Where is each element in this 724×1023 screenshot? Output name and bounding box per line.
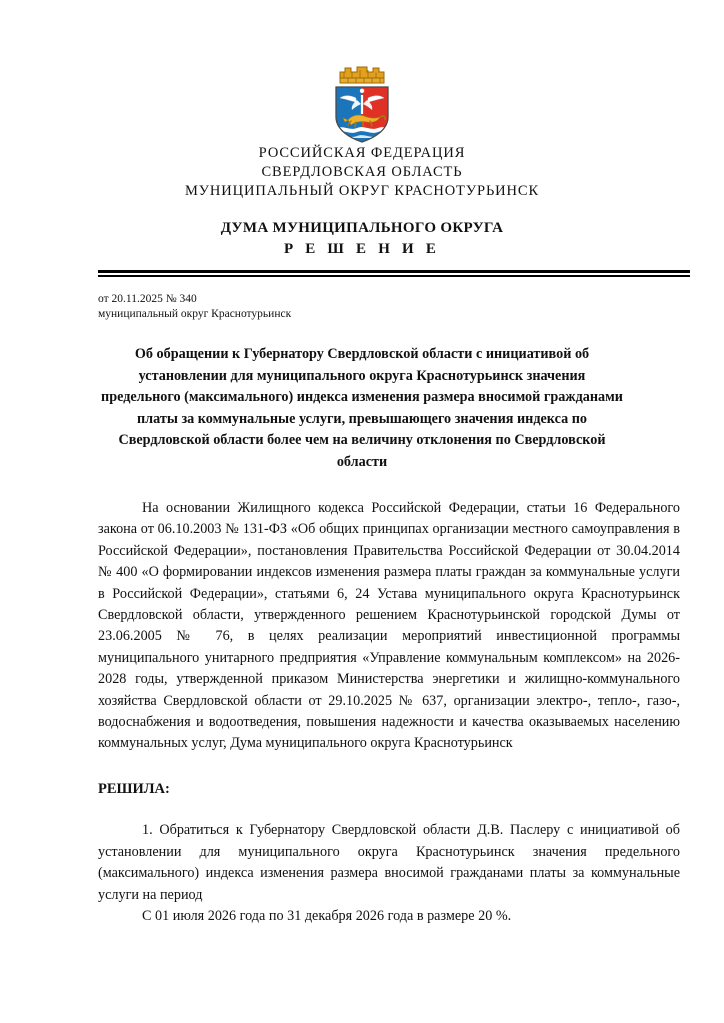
document-place: муниципальный округ Краснотурьинск [98,308,292,320]
header-line-country: РОССИЙСКАЯ ФЕДЕРАЦИЯ [258,145,466,161]
coat-of-arms-icon [326,62,398,144]
resolution-item-1-detail: С 01 июля 2026 года по 31 декабря 2026 года в размере 20 %. [142,907,512,924]
document-type: Р Е Ш Е Н И Е [283,241,441,257]
header-line-municipality: МУНИЦИПАЛЬНЫЙ ОКРУГ КРАСНОТУРЬИНСК [184,183,540,199]
document-date-number: от 20.11.2025 № 340 [98,293,197,305]
emblem-container [0,62,724,149]
document-meta [98,292,498,322]
header-divider [98,270,690,277]
document-body [98,498,680,927]
resolved-label: РЕШИЛА: [98,780,170,797]
organ-name: ДУМА МУНИЦИПАЛЬНОГО ОКРУГА [220,220,504,236]
organ-block [0,218,724,260]
document-title: Об обращении к Губернатору Свердловской области с инициативой об установлении для муниципального округа Краснотурьинск значения предельного (максимального) индекса изменения размера вносимой гражданами платы за коммунальные услуги, превышающего значения индекса по Свердловской области более чем на величину отклонения по Свердловской области [101,346,623,470]
header-block [0,144,724,201]
header-line-region: СВЕРДЛОВСКАЯ ОБЛАСТЬ [261,164,463,180]
resolution-item-1: 1. Обратиться к Губернатору Свердловской области Д.В. Паслеру с инициативой об установлении для муниципального округа Краснотурьинск значения предельного (максимального) индекса изменения размера вносимой гражданами платы за коммунальные услуги на период [98,822,680,903]
preamble-paragraph: На основании Жилищного кодекса Российской Федерации, статьи 16 Федерального закона от 06.10.2003 № 131-ФЗ «Об общих принципах организации местного самоуправления в Российской Федерации», постановления Правительства Российской Федерации от 30.04.2014 № 400 «О формировании индексов изменения размера платы граждан за коммунальные услуги в Российской Федерации», статьями 6, 24 Устава муниципального округа Краснотурьинск Свердловской области, утвержденного решением Краснотурьинской городской Думы от 23.06.2005 № 76, в целях реализации мероприятий инвестиционной программы муниципального унитарного предприятия «Управление коммунальным комплексом» на 2026-2028 годы, утвержденной приказом Министерства энергетики и жилищно-коммунального хозяйства Свердловской области от 29.10.2025 № 637, организации электро-, тепло-, газо-, водоснабжения и водоотведения, повышения надежности и качества оказываемых населению коммунальных услуг, Дума муниципального округа Краснотурьинск [98,500,680,752]
